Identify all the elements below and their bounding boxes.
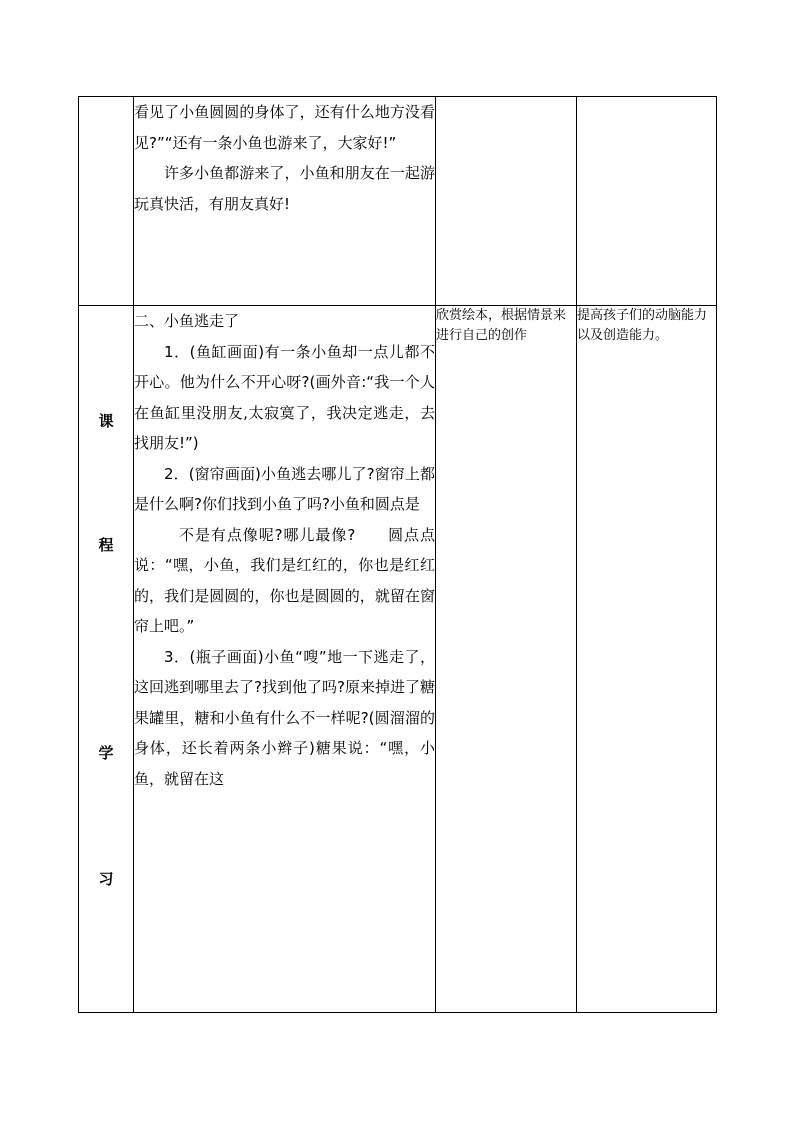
section-label-char: 课 xyxy=(98,412,114,430)
paragraph: 许多小鱼都游来了，小鱼和朋友在一起游玩真快活，有朋友真好! xyxy=(134,164,435,213)
purpose-cell xyxy=(577,97,717,306)
section-label-cell xyxy=(79,306,134,1013)
section-heading: 二、小鱼逃走了 xyxy=(134,312,240,330)
section-label-char: 学 xyxy=(98,744,114,762)
lesson-plan-table xyxy=(78,96,717,1013)
paragraph: 3．(瓶子画面)小鱼“嗖”地一下逃走了，这回逃到哪里去了?找到他了吗?原来掉进了糖果罐里，糖和小鱼有什么不一样呢?(圆溜溜的身体，还长着两条小辫子)糖果说：“嘿，小鱼，就留在这 xyxy=(134,647,435,788)
section-label-char: 习 xyxy=(98,870,114,888)
paragraph: 看见了小鱼圆圆的身体了，还有什么地方没看见?”“还有一条小鱼也游来了，大家好!” xyxy=(134,103,435,152)
section-label-char: 程 xyxy=(98,536,114,554)
content-cell xyxy=(134,306,436,1013)
paragraph: 1．(鱼缸画面)有一条小鱼却一点儿都不开心。他为什么不开心呀?(画外音:“我一个人在鱼缸里没朋友,太寂寞了，我决定逃走，去找朋友!”) xyxy=(134,342,435,452)
table-row xyxy=(79,306,717,1013)
activity-cell xyxy=(436,97,577,306)
purpose-cell: 提高孩子们的动脑能力以及创造能力。 xyxy=(577,306,717,1013)
table-row xyxy=(79,97,717,306)
label-cell xyxy=(79,97,134,306)
activity-cell: 欣赏绘本，根据情景来进行自己的创作 xyxy=(436,306,577,1013)
content-cell xyxy=(134,97,436,306)
paragraph: 2．(窗帘画面)小鱼逃去哪儿了?窗帘上都是什么啊?你们找到小鱼了吗?小鱼和圆点是 xyxy=(134,464,435,513)
paragraph: 不是有点像呢?哪儿最像? 圆点点说：“嘿，小鱼，我们是红红的，你也是红红的，我们是圆圆的，你也是圆圆的，就留在窗帘上吧。” xyxy=(134,525,435,635)
